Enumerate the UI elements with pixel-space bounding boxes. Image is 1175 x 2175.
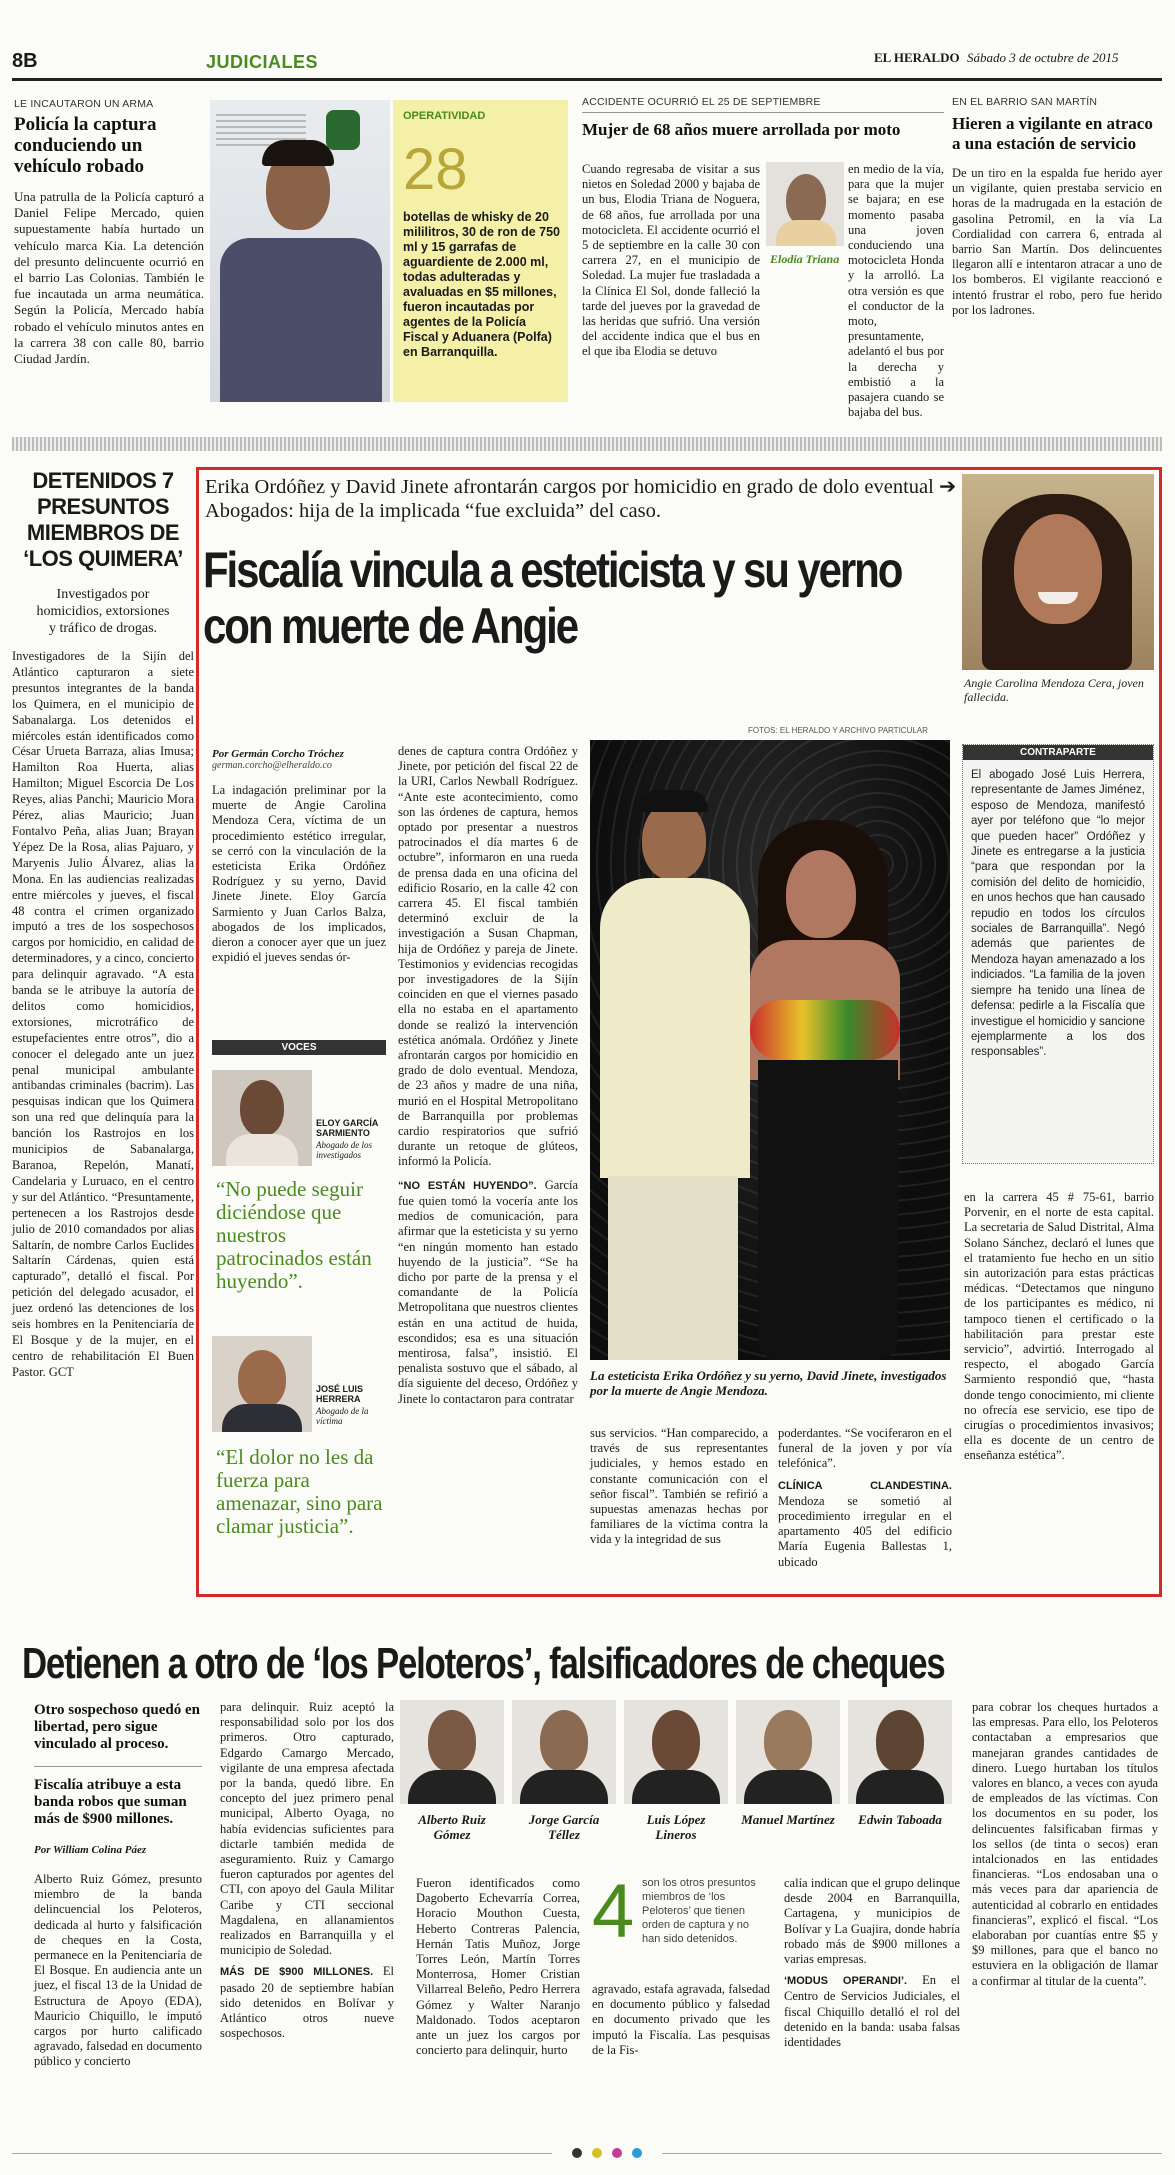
col5-subhead: ‘MODUS OPERANDI’.	[784, 1975, 908, 1988]
page-number: 8B	[12, 50, 38, 72]
man-shirt	[600, 878, 750, 1178]
body-left: Cuando regresaba de visitar a sus nietos en Soledad 2000 y bajaba de un bus, Elodia Triana de Noguera, de 68 años, fue arrollada por una motocicleta. El accidente ocurrió el 5 de septiembre en la calle 30 con carrera 27, en el municipio de Soledad. La mujer fue trasladada a la Clínica El Sol, donde falleció la tarde del jueves por la gravedad de las heridas que sufrió. Una versión del accidente indica que el bus en el que iba Elodia se detuvo	[582, 162, 760, 359]
mugshot-caption: Edwin Taboada	[858, 1812, 942, 1827]
mugshot-caption: Luis López Lineros	[646, 1812, 706, 1842]
section-name: JUDICIALES	[206, 52, 319, 72]
mugshot-photo	[400, 1700, 504, 1804]
eloy-photo	[212, 1070, 312, 1166]
peloteros-col1	[34, 1702, 202, 2070]
email: german.corcho@elheraldo.co	[212, 760, 332, 771]
woman-top	[750, 1000, 900, 1060]
mugshot-photo	[624, 1700, 728, 1804]
section-divider	[12, 437, 1162, 451]
herrera-quote: “El dolor no les da fuerza para amenazar, sino para clamar justicia”.	[216, 1445, 383, 1538]
kicker: EN EL BARRIO SAN MARTÍN	[952, 96, 1098, 108]
operatividad-box	[393, 100, 568, 402]
peloteros-col3: Fueron identificados como Dagoberto Echevarría Correa, Horacio Mouthon Cuesta, Heberto Contreras Palencia, Hernán Tatis Muñoz, Jorge Torres León, Martín Torres Monterrosa, Homer Cristian Villarreal Beleño, Pedro Herrera Gómez y Walter Naranjo Maldonado. Todos aceptaron ante un juez los cargos por concierto para delinquir, hurto	[416, 1876, 580, 2058]
paper-name: EL HERALDO	[874, 50, 960, 65]
operatividad-label: OPERATIVIDAD	[403, 110, 486, 122]
kicker: ACCIDENTE OCURRIÓ EL 25 DE SEPTIEMBRE	[582, 96, 821, 108]
kicker: LE INCAUTARON UN ARMA	[14, 98, 154, 110]
voces-box	[212, 1040, 386, 1588]
bottom-col2-b: Mendoza se sometió al procedimiento irregular en el apartamento 405 del edificio María Eugenia Ballestas 1, ubicado	[778, 1493, 952, 1569]
col1-text: Alberto Ruiz Gómez, presunto miembro de la banda delincuencial los Peloteros, dedicada al hurto y falsificación de cheques en la Costa, permanece en la Penitenciaría de El Bosque. En audiencia ante un juez, el fiscal 13 de la Unidad de Estructura de Apoyo (EDA), Mauricio Chiquillo, le imputó cargos por hurto calificado agravado, falsedad en documento público y concierto	[34, 1872, 202, 2069]
big-number: 4	[592, 1869, 635, 1954]
story-moto-accident	[582, 96, 944, 420]
headline: Mujer de 68 años muere arrollada por moto	[582, 120, 901, 139]
col2-text: denes de captura contra Ordóñez y Jinete, por petición del fiscal 22 de la URI, Carlos Newball Rodríguez. “Ante este acontecimiento, como son las órdenes de captura, hemos optado por presentar a nuestros patrocinados el día martes 6 de octubre”, informaron en una rueda de prensa dada en una oficina del edificio Rosario, en la calle 42 con carrera 45. El fiscal también determinó excluir de la investigación a Susan Chapman, hija de Ordóñez y pareja de Jinete. Testimonios y evidencias recogidas por investigadores de la Sijín coinciden en que el viernes pasado ella no estaba en el apartamento donde se realizó la intervención estética anómala. Ordóñez y Jinete afrontarán cargos por homicidio en grado de dolo eventual. Mendoza, de 23 años y madre de una niña, murió en el Hospital Metropolitano de Barranquilla por problemas cardio respiratorios que sufrió durante un retoque de glúteos, informó la Policía.	[398, 744, 578, 1169]
col5-b: En el Centro de Servicios Judiciales, el fiscal Chiquillo detalló el rol del detenido en la banda: usaba falsas identidades	[784, 1973, 961, 2050]
voces-label: VOCES	[212, 1040, 386, 1055]
col4-text: agravado, estafa agravada, falsedad en documento público y falsedad en documento privado que les imputó la Fiscalía. Las pesquisas de la Fis-	[592, 1982, 770, 2057]
victim-photo	[766, 162, 844, 246]
story-guard-shot	[952, 96, 1162, 318]
main-bottom-col2	[778, 1426, 952, 1570]
main-col1	[212, 748, 386, 965]
angie-portrait	[962, 474, 1154, 670]
page-header	[12, 44, 1162, 78]
mugshot	[736, 1700, 840, 1880]
eloy-quote: “No puede seguir diciéndose que nuestros patrocinados están huyendo”.	[216, 1177, 372, 1293]
col2b-text: El pasado 20 de septiembre habían sido detenidos en Bolívar y Atlántico otros nueve sospechosos.	[220, 1964, 394, 2041]
peloteros-headline: Detienen a otro de ‘los Peloteros’, falsificadores de cheques	[22, 1639, 945, 1688]
body: De un tiro en la espalda fue herido ayer un vigilante, quien prestaba servicio en horas de la madrugada en la estación de gasolina Petromil, en la vía La Cordialidad con carrera 6, entrada al barrio San Martín. Dos delincuentes llegaron allí e intentaron atracar a uno de los bomberos. El vigilante reaccionó e intentó frustrar el robo, pero fue herido por los ladrones.	[952, 166, 1162, 317]
headline: Policía la captura conduciendo un vehículo robado	[14, 114, 157, 177]
deck2: Fiscalía atribuye a esta banda robos que suman más de $900 millones.	[34, 1777, 187, 1827]
peloteros-col6: para cobrar los cheques hurtados a las empresas. Para ello, los Peloteros contactaban a empresarios que manejaran grandes cantidades de dinero. Luego hurtaban los títulos valores en blanco, a veces con ayuda de empleados de las víctimas. Con los documentos en su poder, los delincuentes falsificaban firmas y los sellos (de tinta o secos) eran intalcionados en las entidades financieras. “Los endosaban una o más veces para dar apariencia de autenticidad al cobrarlo en entidades financieras”, explicó el fiscal. “Los elaboraban por cuantías entre $5 y $9 millones, para que el banco no estuviera en la obligación de llamar a confirmar al titular de la cuenta”.	[972, 1700, 1158, 1988]
body-right: en medio de la vía, para que la mujer se bajara; en ese momento pasaba una joven conduciendo una motocicleta Honda y la arrolló. La otra versión es que el conductor de la moto, presuntamente, adelantó el bus por la derecha y embistió a la pasajera cuando se bajaba del bus.	[848, 162, 944, 420]
main-deck: Erika Ordóñez y David Jinete afrontarán cargos por homicidio en grado de dolo eventual ➔ Abogados: hija de la implicada “fue excluida” del caso.	[205, 476, 957, 522]
operatividad-text: botellas de whisky de 20 mililitros, 30 de ron de 750 ml y 15 garrafas de aguardiente de 2.000 ml, todas adulteradas y avaluadas en $5 millones, fueron incautadas por agentes de la Policía Fiscal y Aduanera (Polfa) en Barranquilla.	[403, 210, 561, 359]
issue-date: Sábado 3 de octubre de 2015	[967, 50, 1119, 65]
body: Investigadores de la Sijín del Atlántico capturaron a siete presuntos integrantes de la banda los Quimera, en el municipio de Sabanalarga. Los detenidos el miércoles están identificados como César Urueta Barraza, alias Imusa; Hamilton Roa Huerta, alias Hamilton; Miguel Escorcia De Los Reyes, alias Panchi; Mauricio Mora Pérez, alias Mauricio; Juan Fontalvo Peña, alias Juan; Brayan Yépez De la Rosa, alias Pajuaro, y Maryenis Julio Álvarez, alias la Mona. En las audiencias realizadas entre miércoles y jueves, el fiscal 48 contra el crimen organizado imputó a tres de los sospechosos cargos por homicidio, en calidad de determinadores, y a cinco, concierto para delinquir agravado. “A esta banda se le atribuye la autoría de delitos como homicidios, extorsiones, microtráfico de estupefacientes entre otros”, dio a conocer el delegado ante un juez penal municipal ambulante antibandas criminales (bacrim). Las pesquisas indican que los Quimera son una red que delinquía para la banción los Rastrojos en los municipios de Sabanalarga, Baranoa, Repelón, Manatí, Candelaria y Luruaco, en el centro y sur del Atlántico. “Presuntamente, pertenecen a los Rastrojos desde julio de 2010 comandados por alias Saltarín, de nombre Carlos Euclides Saltarín Cárdenas, quien está capturado”, detalló el fiscal. Por petición del delegado acusador, el juez ordenó las detenciones de los seis hombres en la Penitenciaría de El Bosque y de la mujer, en el centro de rehabilitación El Buen Pastor. GCT	[12, 649, 194, 1379]
suspect-hair	[262, 140, 334, 166]
angie-caption: Angie Carolina Mendoza Cera, joven fallecida.	[964, 676, 1144, 704]
main-bottom-col1: sus servicios. “Han comparecido, a través de sus representantes judiciales, y hemos estado en constante comunicación con el señor fiscal”. También se refirió a supuestas amenazas hechas por familiares de la víctima contra la vida y la integridad de sus	[590, 1426, 768, 1547]
contraparte-box	[962, 744, 1154, 1164]
mugshot-photo	[512, 1700, 616, 1804]
bottom-col2-a: poderdantes. “Se vociferaron en el funeral de la joven y por vía telefónica”.	[778, 1426, 952, 1471]
contraparte-label: CONTRAPARTE	[963, 745, 1153, 760]
col2b-text: García fue quien tomó la vocería ante los medios de comunicación, para afirmar que la esteticista y su yerno “en ningún momento han estado huyendo de la justicia”. “Se ha dicho por parte de la prensa y el comandante de la Policía Metropolitana que nuestros clientes están en una actitud de huida, escondidos; esa es una situación mentirosa, falsa”, insistió. El penalista sostuvo que el sábado, al día siguiente del deceso, Ordóñez y Jinete lo contactaron para contratar	[398, 1177, 578, 1406]
story-quimera	[12, 468, 194, 1381]
mugshot-strip	[400, 1700, 960, 1880]
suspect-photo	[210, 100, 390, 402]
big-number-text: son los otros presuntos miembros de ‘los Peloteros’ que tienen orden de captura y no han sido detenidos.	[642, 1877, 756, 1945]
col2-text: para delinquir. Ruiz aceptó la responsabilidad solo por los dos primeros. Otro capturado, Edgardo Camargo Mercado, vigilante de una empresa afectada por la banda, quedó libre. En concepto del juez primero penal municipal, Alberto Oyaga, no había evidencias suficientes para dictarle también medida de aseguramiento. Ruiz y Camargo fueron capturados por agentes del CTI, con apoyo del Gaula Militar Caribe y CTI seccional Magdalena, en allanamientos realizados en Barranquilla y el municipio de Soledad.	[220, 1700, 394, 1958]
eloy-name: ELOY GARCÍA SARMIENTO	[316, 1118, 379, 1138]
photo-credit: FOTOS: EL HERALDO Y ARCHIVO PARTICULAR	[748, 726, 928, 735]
main-col4: en la carrera 45 # 75-61, barrio Porvenir, en el norte de esta capital. La secretaria de Salud Distrital, Alma Solano Sánchez, declaró el lunes que el tratamiento fue hecho en un sitio sin autorización para estas prácticas médicas. “Detectamos que ninguno de los participantes es médico, ni tampoco tienen el certificado o la habilitación para prestar este servicio”, advirtió. Interrogado al respecto, el abogado García Sarmiento respondió que, “hasta donde tengo conocimiento, mi cliente no ofrecía ese servicio, ese tipo de cirugías o procedimientos invasivos; ella es docente de un centro de enseñanza estética”.	[964, 1190, 1154, 1463]
peloteros-col2	[220, 1700, 394, 2041]
police-logo	[326, 110, 360, 150]
mugshot	[624, 1700, 728, 1880]
victim-caption: Elodia Triana	[770, 252, 840, 266]
col1-text: La indagación preliminar por la muerte de Angie Carolina Mendoza Cera, víctima de un procedimiento estético irregular, se cerró con la vinculación de la esteticista Erika Ordóñez Rodríguez y su yerno, David Jinete Jinete. Eloy García Sarmiento y Juan Carlos Balza, abogados de los implicados, dieron a conocer ayer que un juez expidió el jueves sendas ór-	[212, 783, 386, 965]
main-photo-caption: La esteticista Erika Ordóñez y su yerno, David Jinete, investigados por la muerte de Angie Mendoza.	[590, 1368, 947, 1398]
mugshot-caption: Jorge García Téllez	[528, 1812, 600, 1842]
herrera-photo	[212, 1336, 312, 1432]
main-headline: Fiscalía vincula a esteticista y su yerno con muerte de Angie	[203, 542, 902, 654]
register-marks	[12, 2148, 1162, 2160]
peloteros-col5	[784, 1876, 960, 2050]
mugshot-photo	[736, 1700, 840, 1804]
woman-face	[786, 850, 856, 938]
deck1: Otro sospechoso quedó en libertad, pero sigue vinculado al proceso.	[34, 1702, 200, 1752]
byline: Por Germán Corcho Tróchez	[212, 748, 344, 760]
story-car-theft	[14, 98, 204, 367]
col5-a: calía indican que el grupo delinque desde 2004 en Barranquilla, Cartagena, y municipios de Bolívar y La Guajira, donde habría robado más de $900 millones a varias empresas.	[784, 1876, 960, 1967]
mugshot-photo	[848, 1700, 952, 1804]
operatividad-number: 28	[403, 137, 468, 202]
byline: Por William Colina Páez	[34, 1844, 147, 1856]
suspect-shirt	[220, 238, 382, 402]
herrera-name: JOSÉ LUIS HERRERA	[316, 1384, 364, 1404]
col2-subhead: “NO ESTÁN HUYENDO”.	[398, 1179, 537, 1192]
mugshot	[848, 1700, 952, 1880]
eloy-role: Abogado de los investigados	[316, 1140, 372, 1160]
headline: Hieren a vigilante en atraco a una estación de servicio	[952, 114, 1153, 153]
mugshot-caption: Manuel Martínez	[741, 1812, 835, 1827]
headline: DETENIDOS 7 PRESUNTOS MIEMBROS DE ‘LOS QUIMERA’	[23, 468, 183, 571]
contraparte-text: El abogado José Luis Herrera, representante de James Jiménez, esposo de Mendoza, manifestó ayer por teléfono que “lo mejor que pueden hacer” Ordóñez y Jinete es entregarse a la justicia “para que respondan por la comisión del delito de homicidio, en unos hechos que han causado repudio en todos los círculos sociales de Barranquilla”. Negó además que parientes de Mendoza hayan amenazado a los indiciados. “La familia de la joven siempre ha tenido una línea de defensa: pedirle a la Fiscalía que investigue el homicidio y sancione ejemplarmente a los dos responsables”.	[971, 769, 1145, 1059]
main-photo	[590, 740, 950, 1360]
man-face	[642, 800, 706, 880]
deck: Investigados por homicidios, extorsiones y tráfico de drogas.	[36, 587, 170, 636]
body: Una patrulla de la Policía capturó a Daniel Felipe Mercado, quien supuestamente había hurtado un vehículo marca Kia. La detención del presunto delincuente ocurrió en el barrio Las Colonias. También le fue incautada un arma neumática. Según la Policía, Mercado había robado el vehículo minutos antes en la carrera 38 con calle 80, barrio Ciudad Jardín.	[14, 189, 204, 367]
bottom-col2-subhead: CLÍNICA CLANDESTINA.	[778, 1479, 952, 1492]
herrera-role: Abogado de la víctima	[316, 1406, 369, 1426]
main-col2	[398, 744, 578, 1407]
col2-subhead: MÁS DE $900 MILLONES.	[220, 1966, 374, 1979]
header-rule	[12, 78, 1162, 81]
mugshot	[512, 1700, 616, 1880]
woman-dress	[758, 1060, 898, 1360]
mugshot-caption: Alberto Ruiz Gómez	[418, 1812, 486, 1842]
mugshot	[400, 1700, 504, 1880]
